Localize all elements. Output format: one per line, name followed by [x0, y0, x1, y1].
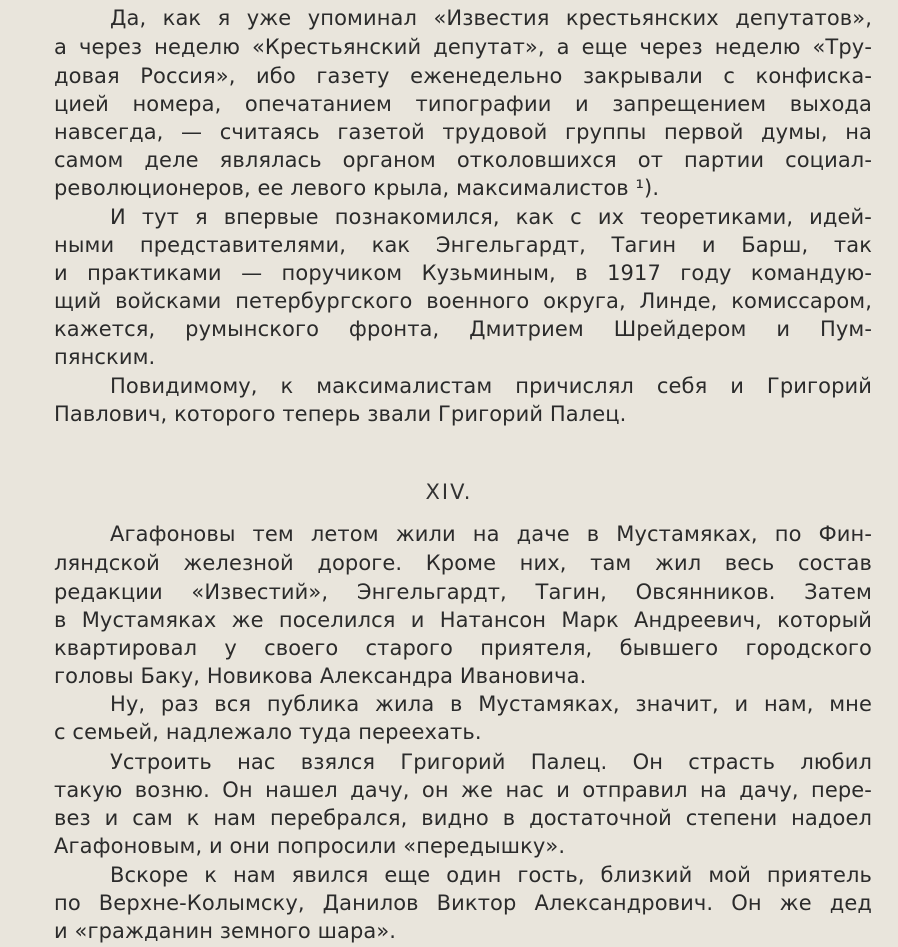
text-line: Да, как я уже упоминал «Известия крестьянских депутатов»,: [110, 6, 872, 30]
text-line: ными представителями, как Энгельгардт, Тагин и Барш, так: [54, 233, 872, 257]
text-line: Устроить нас взялся Григорий Палец. Он страсть любил: [110, 750, 872, 774]
text-line: и «гражданин земного шара».: [54, 919, 397, 943]
text-line: самом деле являлась органом отколовшихся от партии социал-: [54, 148, 872, 172]
text-line: навсегда, — считаясь газетой трудовой группы первой думы, на: [54, 120, 872, 144]
text-line: в Мустамяках же поселился и Натансон Марк Андреевич, который: [54, 608, 872, 632]
text-line: пянским.: [54, 345, 156, 369]
text-line: вез и сам к нам перебрался, видно в достаточной степени надоел: [54, 806, 872, 830]
text-line: редакции «Известий», Энгельгардт, Тагин, Овсянников. Затем: [54, 580, 872, 604]
text-line: головы Баку, Новикова Александра Ивановича.: [54, 664, 587, 688]
text-line: кажется, румынского фронта, Дмитрием Шрейдером и Пум-: [54, 317, 872, 341]
text-line: по Верхне-Колымску, Данилов Виктор Александрович. Он же дед: [54, 891, 872, 915]
text-line: такую возню. Он нашел дачу, он же нас и отправил на дачу, пере-: [54, 778, 872, 802]
text-line: Агафоновы тем летом жили на даче в Мустамяках, по Фин-: [110, 522, 872, 546]
text-line: и практиками — поручиком Кузьминым, в 1917 году командую-: [54, 261, 872, 285]
text-line: Ну, раз вся публика жила в Мустамяках, значит, и нам, мне: [110, 692, 872, 716]
section-heading: XIV.: [425, 480, 473, 504]
text-line: Павлович, которого теперь звали Григорий Палец.: [54, 402, 627, 426]
text-line: квартировал у своего старого приятеля, бывшего городского: [54, 636, 872, 660]
text-line: с семьей, надлежало туда переехать.: [54, 720, 482, 744]
text-line: И тут я впервые познакомился, как с их теоретиками, идей-: [110, 205, 872, 229]
text-line: щий войсками петербургского военного округа, Линде, комиссаром,: [54, 289, 872, 313]
text-line: ляндской железной дороге. Кроме них, там жил весь состав: [54, 551, 872, 575]
text-line: Вскоре к нам явился еще один гость, близкий мой приятель: [110, 863, 872, 887]
text-line: довая Россия», ибо газету еженедельно закрывали с конфиска-: [54, 64, 872, 88]
text-line: Агафоновым, и они попросили «передышку».: [54, 834, 566, 858]
text-line: цией номера, опечатанием типографии и запрещением выхода: [54, 92, 872, 116]
text-line: Повидимому, к максималистам причислял себя и Григорий: [110, 374, 872, 398]
text-line: революционеров, ее левого крыла, максималистов ¹).: [54, 176, 660, 200]
text-line: а через неделю «Крестьянский депутат», а еще через неделю «Тру-: [54, 35, 872, 59]
